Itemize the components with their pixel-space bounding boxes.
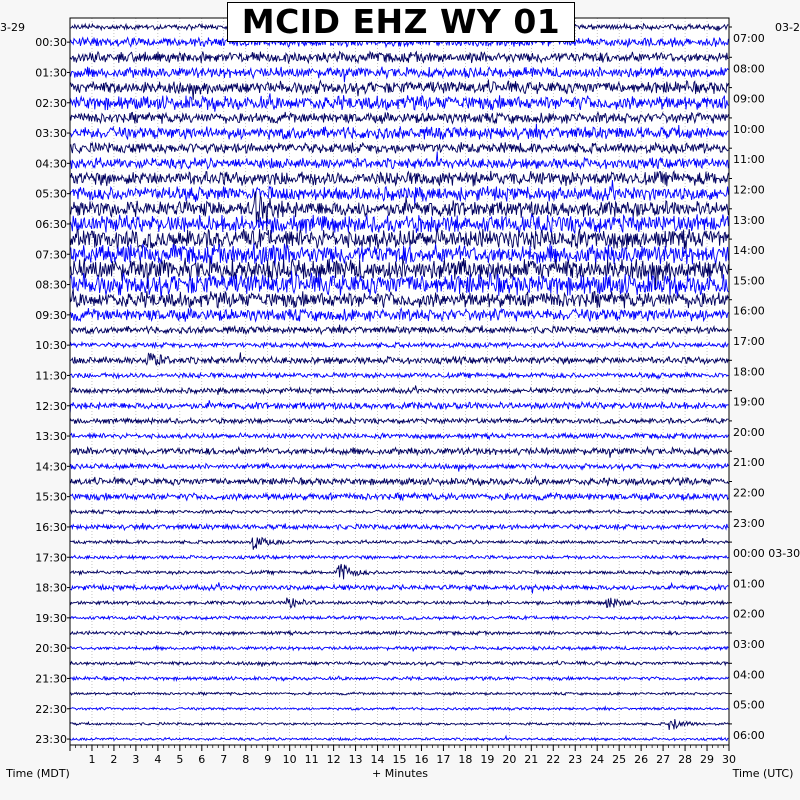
right-time-label: 17:00 [733,335,765,348]
x-tick-label: 30 [722,753,736,766]
right-time-label: 13:00 [733,213,765,227]
x-tick-label: 26 [634,753,649,766]
x-tick-label: 21 [524,753,539,766]
right-time-label: 23:00 [733,516,765,530]
left-time-label: 21:30 [35,672,67,686]
x-tick-label: 16 [414,753,429,766]
x-tick-label: 6 [198,753,206,766]
right-time-label: 14:00 [733,244,765,258]
left-time-label: 00:30 [35,36,67,50]
left-time-label: 02:30 [35,96,67,110]
right-time-label: 01:00 [733,577,765,591]
x-tick-label: 25 [612,753,627,766]
x-tick-label: 14 [370,753,385,766]
right-time-label: 04:00 [733,668,765,682]
left-time-label: 23:30 [35,733,67,747]
x-tick-label: 11 [304,753,319,766]
right-time-label: 05:00 [733,698,765,712]
right-time-label: 06:00 [733,728,765,742]
left-time-label: 01:30 [35,66,67,80]
left-time-label: 12:30 [35,399,67,413]
x-tick-label: 9 [264,753,272,766]
left-time-label: 16:30 [35,520,67,534]
x-tick-label: 23 [568,753,583,766]
left-time-label: 05:30 [35,187,67,201]
x-tick-label: 4 [154,753,162,766]
left-time-label: 20:30 [35,642,67,656]
x-tick-label: 27 [656,753,671,766]
left-time-label: 14:30 [35,460,67,474]
left-time-labels [35,36,70,746]
right-time-label: 07:00 [733,32,765,45]
chart-title: MCID EHZ WY 01 [227,2,575,42]
x-tick-label: 15 [392,753,407,766]
right-time-label: 18:00 [733,365,765,379]
x-tick-label: 19 [480,753,495,766]
right-axis-label: Time (UTC) [732,767,794,780]
right-time-label: 08:00 [733,62,765,76]
right-time-label: 03:00 [733,638,765,651]
right-time-label: 11:00 [733,153,765,167]
x-axis-label: + Minutes [371,767,429,780]
x-tick-label: 3 [132,753,140,766]
x-tick-label: 8 [242,753,250,766]
left-time-label: 10:30 [35,339,67,353]
date-label-right: 03-2 [775,21,800,34]
right-time-label: 12:00 [733,183,765,197]
right-time-label: 20:00 [733,425,765,439]
x-tick-label: 13 [348,753,363,766]
x-axis-ticks [70,745,736,766]
x-tick-label: 12 [326,753,341,766]
right-time-labels [729,27,800,742]
left-time-label: 04:30 [35,157,67,171]
left-time-label: 11:30 [35,369,67,383]
x-tick-label: 24 [590,753,605,766]
left-time-label: 18:30 [35,581,67,595]
x-tick-label: 7 [220,753,228,766]
x-tick-label: 2 [110,753,118,766]
left-time-label: 07:30 [35,248,67,262]
x-tick-label: 17 [436,753,451,766]
right-time-label: 09:00 [733,92,765,106]
left-time-label: 22:30 [35,702,67,716]
left-axis-label: Time (MDT) [6,767,70,780]
right-time-label: 10:00 [733,122,765,136]
left-time-label: 03:30 [35,127,67,141]
left-time-label: 17:30 [35,551,67,565]
right-time-label: 19:00 [733,395,765,409]
x-tick-label: 20 [502,753,517,766]
x-tick-label: 18 [458,753,473,766]
right-time-label: 15:00 [733,274,765,288]
right-time-label: 16:00 [733,304,765,318]
left-time-label: 08:30 [35,278,67,292]
left-time-label: 19:30 [35,611,67,625]
right-time-label: 21:00 [733,456,765,470]
x-tick-label: 22 [546,753,561,766]
x-tick-label: 28 [678,753,693,766]
right-time-label: 00:00 03-30 [733,547,800,561]
x-tick-label: 1 [88,753,96,766]
date-label-left: 3-29 [0,21,25,34]
left-time-label: 09:30 [35,308,67,322]
right-time-label: 02:00 [733,607,765,621]
x-tick-label: 29 [700,753,715,766]
left-time-label: 15:30 [35,490,67,504]
x-tick-label: 10 [282,753,297,766]
right-time-label: 22:00 [733,486,765,500]
x-tick-label: 5 [176,753,184,766]
left-time-label: 13:30 [35,430,67,444]
left-time-label: 06:30 [35,217,67,231]
